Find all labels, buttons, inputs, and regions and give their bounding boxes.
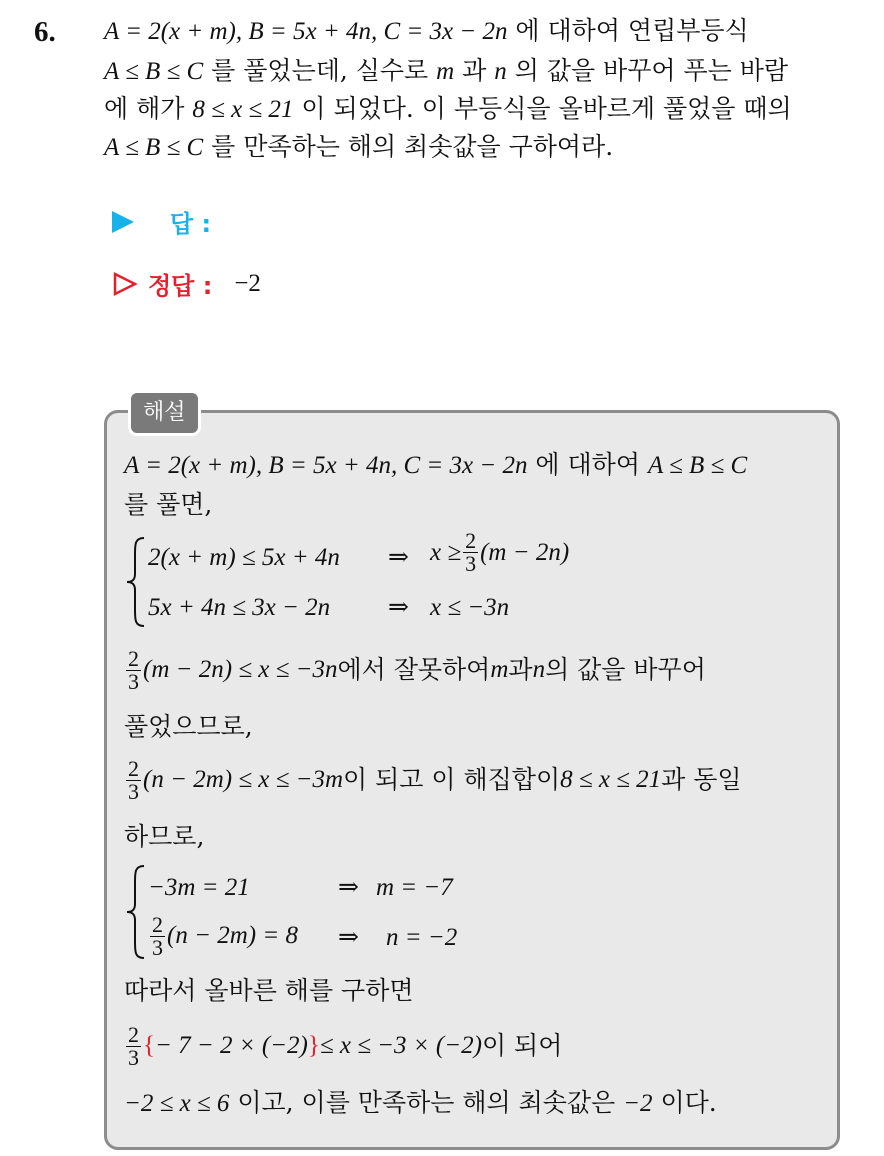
- system2-row2: $\frac{2}{3}$ (n − 2m) = 8: [152, 911, 298, 960]
- left-brace-icon: [124, 864, 146, 960]
- problem-line-3: 에 해가 8 ≤ x ≤ 21 이 되었다. 이 부등식을 올바르게 풀었을 때의: [104, 94, 792, 123]
- solution-line-1: A = 2(x + m), B = 5x + 4n, C = 3x − 2n 에 대하여 A ≤ B ≤ C: [124, 450, 748, 479]
- system1-row1-result: x ≥ $\frac{2}{3}$ (m − 2n): [430, 528, 570, 576]
- system1-row1-arrow: ⇒: [388, 544, 409, 571]
- fraction: $\frac{2}{3}$: [128, 645, 139, 694]
- problem-line-2: A ≤ B ≤ C 를 풀었는데, 실수로 m 과 n 의 값을 바꾸어 푸는 바람: [104, 56, 789, 85]
- solution-line-2: 를 풀면,: [124, 490, 213, 519]
- system1-row2-result: x ≤ −3n: [430, 594, 510, 621]
- answer-label: 답 :: [170, 210, 212, 238]
- correct-answer-row: [112, 266, 261, 301]
- correct-answer-value: −2: [234, 269, 261, 297]
- problem-line-4: A ≤ B ≤ C 를 만족하는 해의 최솟값을 구하여라.: [104, 132, 614, 161]
- system1-row2-arrow: ⇒: [388, 594, 409, 621]
- system2-row1: −3m = 21: [148, 874, 250, 901]
- system2-row1-arrow: ⇒: [338, 874, 359, 901]
- outline-arrow-icon: [112, 271, 138, 297]
- solution-line-4: 풀었으므로,: [124, 712, 253, 741]
- solution-tag: 해설: [128, 390, 201, 436]
- system2-row2-result: n = −2: [386, 924, 458, 951]
- solution-line-8: $\frac{2}{3}$ { − 7 − 2 × (−2) } ≤ x ≤ −3 × (−2) 이 되어: [128, 1021, 563, 1070]
- solution-line-9: −2 ≤ x ≤ 6 이고, 이를 만족하는 해의 최솟값은 −2 이다.: [124, 1088, 717, 1117]
- system1-row2: 5x + 4n ≤ 3x − 2n: [148, 594, 331, 621]
- red-brace-open: {: [143, 1032, 155, 1059]
- fraction: $\frac{2}{3}$: [465, 528, 477, 576]
- problem-line-1: A = 2(x + m), B = 5x + 4n, C = 3x − 2n 에 대하여 연립부등식: [104, 16, 749, 45]
- red-brace-close: }: [307, 1032, 320, 1059]
- fraction: $\frac{2}{3}$: [152, 911, 163, 960]
- solution-line-7: 따라서 올바른 해를 구하면: [124, 976, 414, 1005]
- fraction: $\frac{2}{3}$: [128, 1021, 139, 1070]
- problem-number: 6.: [34, 16, 56, 48]
- system1-row1: 2(x + m) ≤ 5x + 4n: [148, 544, 340, 571]
- answer-row: [112, 204, 211, 239]
- correct-answer-label: 정답 :: [148, 272, 213, 300]
- play-arrow-icon: [112, 211, 134, 233]
- solution-line-3: $\frac{2}{3}$ (m − 2n) ≤ x ≤ −3n 에서 잘못하여 m 과 n 의 값을 바꾸어: [128, 645, 706, 694]
- solution-line-5: $\frac{2}{3}$ (n − 2m) ≤ x ≤ −3m 이 되고 이 해집합이 8 ≤ x ≤ 21 과 동일: [128, 755, 742, 804]
- solution-line-6: 하므로,: [124, 822, 205, 851]
- system2-row2-arrow: ⇒: [338, 924, 359, 951]
- system2-row1-result: m = −7: [376, 874, 453, 901]
- fraction: $\frac{2}{3}$: [128, 755, 139, 804]
- left-brace-icon: [124, 536, 146, 628]
